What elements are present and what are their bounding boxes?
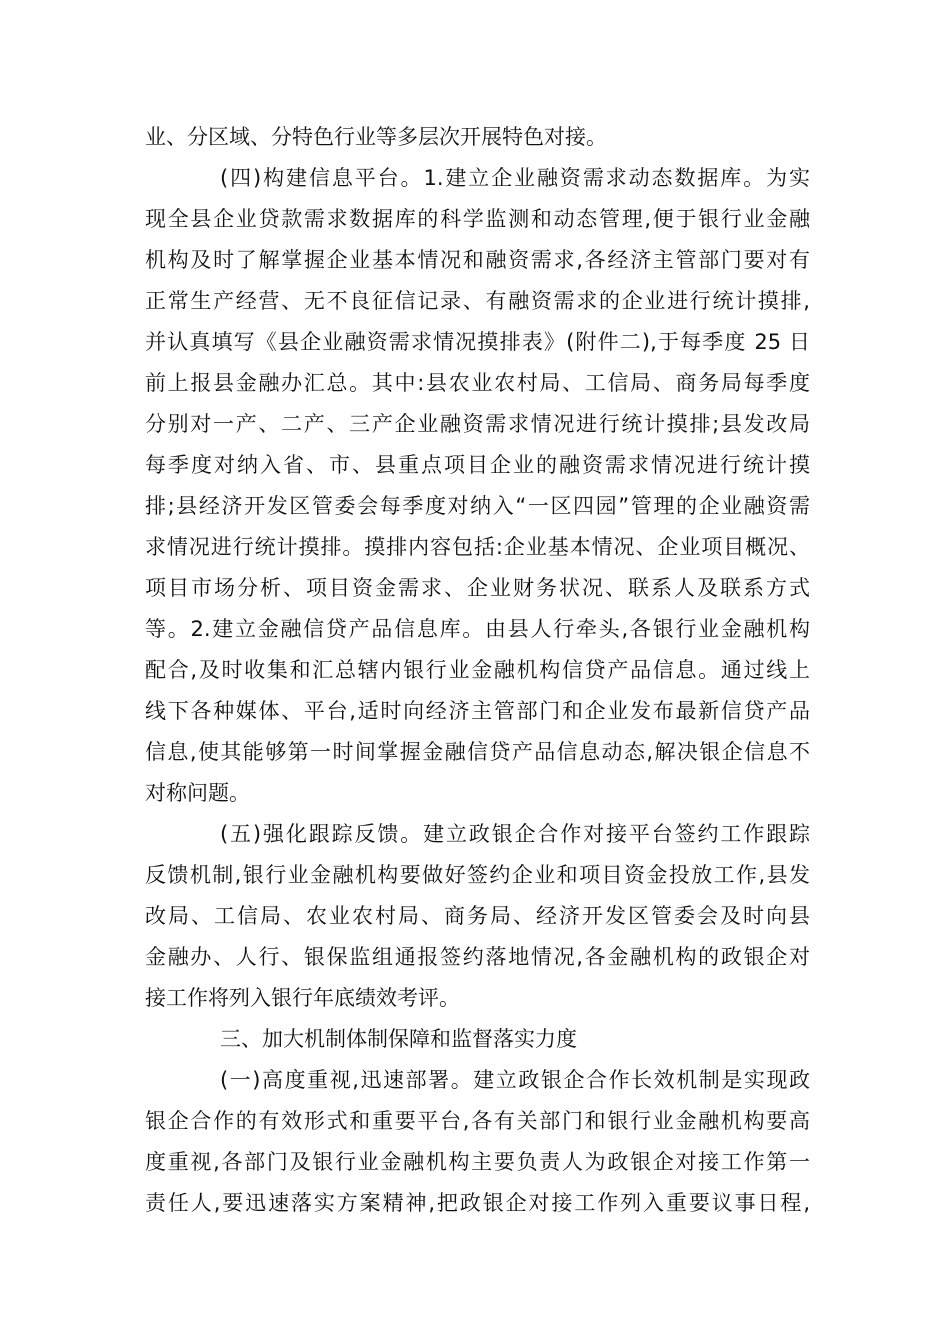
text-line: 前上报县金融办汇总。其中:县农业农村局、工信局、商务局每季度 [145,371,810,395]
text-line: 正常生产经营、无不良征信记录、有融资需求的企业进行统计摸排, [145,289,810,313]
text-line: 现全县企业贷款需求数据库的科学监测和动态管理,便于银行业金融 [145,207,810,231]
text-line: 信息,使其能够第一时间掌握金融信贷产品信息动态,解决银企信息不 [145,740,810,764]
paragraph-first-line: (五)强化跟踪反馈。建立政银企合作对接平台签约工作跟踪 [220,822,810,846]
text-line: 项目市场分析、项目资金需求、企业财务状况、联系人及联系方式 [145,576,810,600]
text-line: 责任人,要迅速落实方案精神,把政银企对接工作列入重要议事日程, [145,1191,810,1215]
text-line: 等。2.建立金融信贷产品信息库。由县人行牵头,各银行业金融机构 [145,617,810,641]
text-line: 并认真填写《县企业融资需求情况摸排表》(附件二),于每季度 25 日 [145,330,810,354]
text-line: 对称问题。 [145,781,250,805]
section-heading: 三、加大机制体制保障和监督落实力度 [220,1027,577,1051]
text-line: 分别对一产、二产、三产企业融资需求情况进行统计摸排;县发改局 [145,412,810,436]
text-line: 求情况进行统计摸排。摸排内容包括:企业基本情况、企业项目概况、 [145,535,810,559]
text-line: 接工作将列入银行年底绩效考评。 [145,986,460,1010]
document-body [145,117,810,1224]
text-line: 改局、工信局、农业农村局、商务局、经济开发区管委会及时向县 [145,904,810,928]
text-line: 机构及时了解掌握企业基本情况和融资需求,各经济主管部门要对有 [145,248,810,272]
text-line: 业、分区域、分特色行业等多层次开展特色对接。 [145,125,607,149]
text-line: 每季度对纳入省、市、县重点项目企业的融资需求情况进行统计摸 [145,453,810,477]
text-line: 配合,及时收集和汇总辖内银行业金融机构信贷产品信息。通过线上 [145,658,810,682]
text-line: 线下各种媒体、平台,适时向经济主管部门和企业发布最新信贷产品 [145,699,810,723]
text-line: 反馈机制,银行业金融机构要做好签约企业和项目资金投放工作,县发 [145,863,810,887]
paragraph-first-line: (四)构建信息平台。1.建立企业融资需求动态数据库。为实 [220,166,810,190]
text-line: 银企合作的有效形式和重要平台,各有关部门和银行业金融机构要高 [145,1109,810,1133]
text-line: 排;县经济开发区管委会每季度对纳入“一区四园”管理的企业融资需 [145,494,810,518]
paragraph-first-line: (一)高度重视,迅速部署。建立政银企合作长效机制是实现政 [220,1068,810,1092]
text-line: 金融办、人行、银保监组通报签约落地情况,各金融机构的政银企对 [145,945,810,969]
text-line: 度重视,各部门及银行业金融机构主要负责人为政银企对接工作第一 [145,1150,810,1174]
